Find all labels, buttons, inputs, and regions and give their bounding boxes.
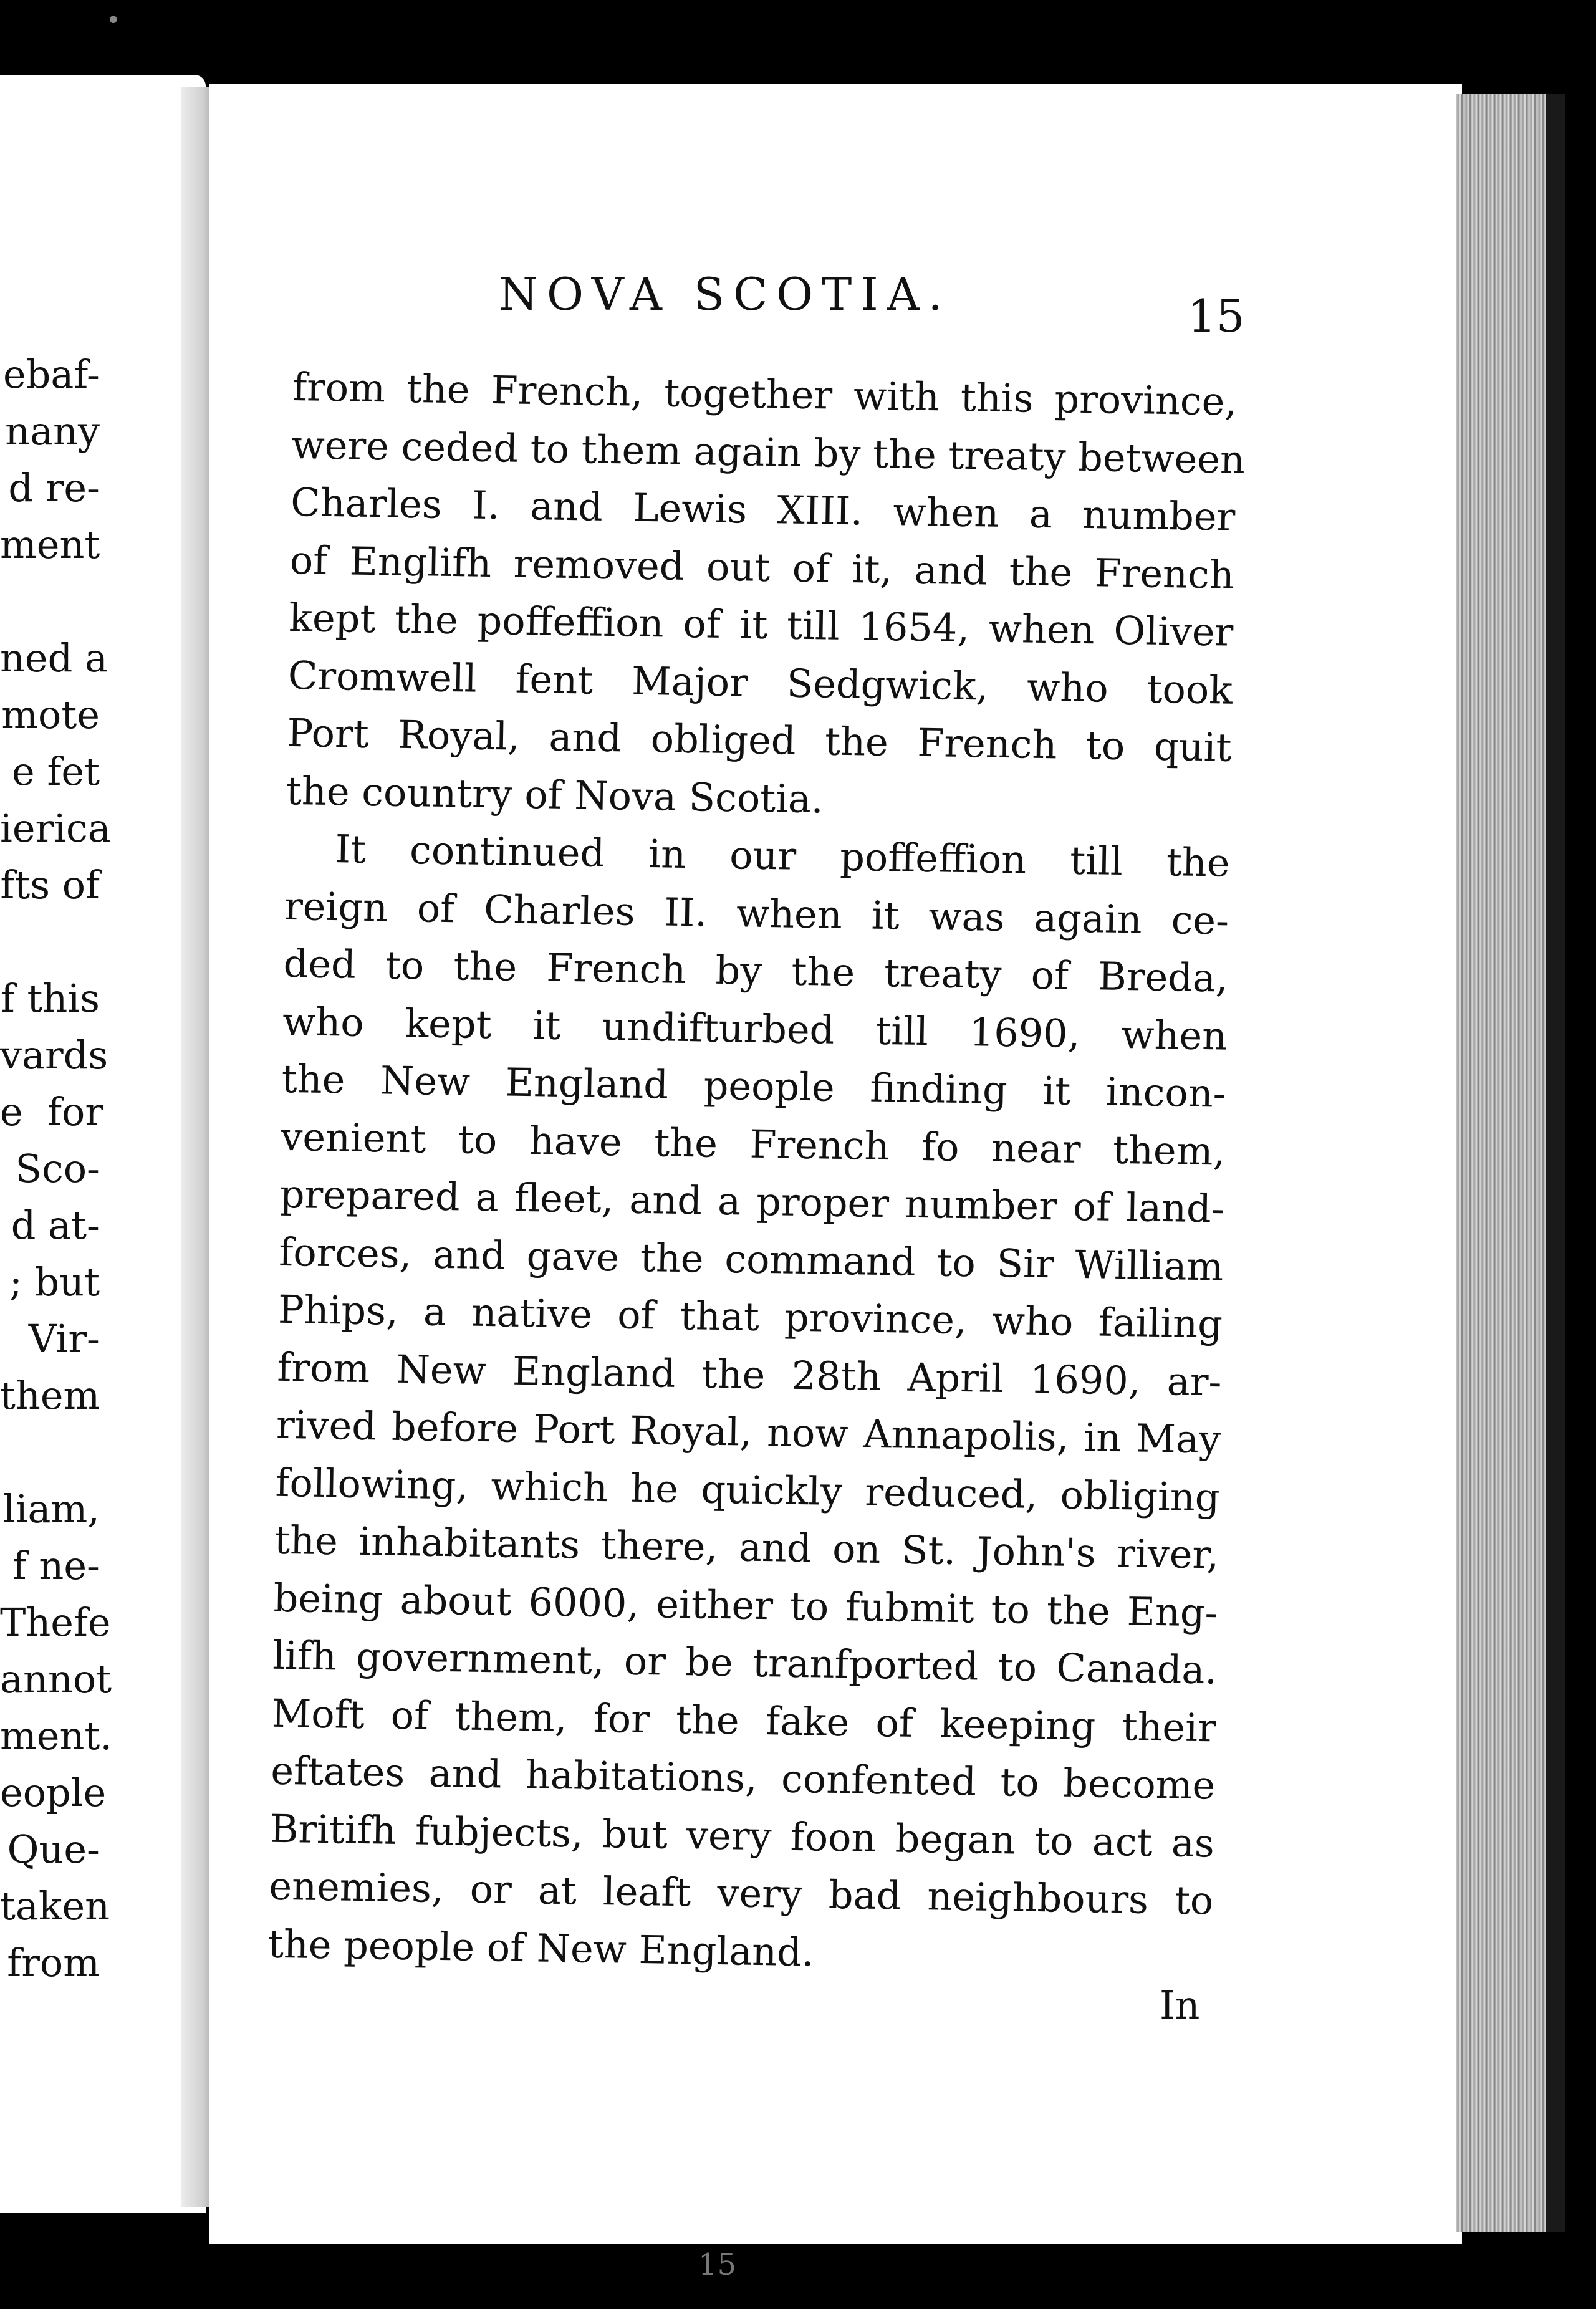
left-page-line: mote: [1, 692, 100, 737]
left-page-line: ; but: [9, 1259, 100, 1305]
left-page-line: [0, 1424, 100, 1481]
left-page-line: Sco-: [15, 1146, 100, 1191]
page-edges: [1456, 94, 1555, 2232]
text-line: were ceded to them again by the treaty between: [291, 421, 1246, 482]
text-line: reign of Charles II. when it was again ce-: [284, 883, 1229, 944]
left-page-line: annot: [0, 1656, 112, 1702]
left-page-line: Que-: [7, 1827, 100, 1872]
text-line: lifh government, or be tranfported to Canada.: [272, 1632, 1218, 1693]
text-line: Charles I. and Lewis XIII. when a number: [290, 479, 1236, 540]
left-page-line: d at-: [11, 1203, 100, 1248]
left-page-line: [0, 573, 100, 630]
text-line: Port Royal, and obliged the French to quit: [286, 709, 1232, 770]
scan-mark-top: •: [106, 6, 121, 35]
scan-mark-bottom: 15: [698, 2247, 737, 2282]
text-line: from the French, together with this province,: [292, 363, 1238, 425]
text-line: following, which he quickly reduced, obliging: [275, 1459, 1221, 1520]
text-line: eftates and habitations, confented to become: [270, 1747, 1216, 1808]
left-page-line: f this: [0, 976, 100, 1021]
left-page-line: fts of: [0, 862, 100, 908]
page-number: 15: [1188, 290, 1245, 342]
page-edge-shadow: [1546, 94, 1565, 2232]
running-head: NOVA SCOTIA.: [499, 268, 951, 320]
text-line: of Englifh removed out of it, and the French: [289, 537, 1235, 598]
left-page-line: taken: [0, 1883, 110, 1929]
text-line: forces, and gave the command to Sir William: [278, 1229, 1224, 1290]
left-page-line: d re-: [8, 465, 100, 511]
text-line: venient to have the French fo near them,: [280, 1113, 1226, 1174]
left-page-line: f ne-: [12, 1543, 100, 1588]
body-text: [267, 358, 1246, 1987]
catchword: In: [1160, 1982, 1200, 2028]
text-line: enemies, or at leaft very bad neighbours to: [268, 1863, 1214, 1924]
text-line: Moft of them, for the fake of keeping their: [271, 1690, 1217, 1751]
left-page-line: ment: [0, 522, 100, 567]
text-line: rived before Port Royal, now Annapolis, in May: [276, 1401, 1221, 1462]
left-page-line: from: [7, 1940, 100, 1985]
text-line: being about 6000, either to fubmit to the Eng-: [273, 1575, 1219, 1636]
text-line: kept the poffeffion of it till 1654, when Oliver: [288, 594, 1234, 655]
text-line: the people of New England.: [267, 1921, 815, 1975]
text-line: It continued in our poffeffion till the: [335, 826, 1231, 886]
text-line: who kept it undifturbed till 1690, when: [282, 998, 1228, 1059]
text-line: the inhabitants there, and on St. John's river,: [274, 1517, 1219, 1578]
left-page-line: ebaf-: [2, 352, 100, 397]
left-page-line: Thefe: [0, 1600, 111, 1645]
left-page-line: ment.: [0, 1713, 113, 1759]
left-page-line: them: [0, 1373, 100, 1418]
text-line: Phips, a native of that province, who failing: [277, 1286, 1223, 1347]
left-page-line: vards: [0, 1032, 108, 1078]
left-page-line: eople: [0, 1770, 107, 1815]
text-line: Cromwell fent Major Sedgwick, who took: [287, 652, 1233, 713]
left-page-line: ierica: [0, 805, 111, 851]
text-line: ded to the French by the treaty of Breda,: [283, 940, 1229, 1001]
text-line: the New England people finding it incon-: [281, 1055, 1227, 1116]
text-line: the country of Nova Scotia.: [286, 767, 824, 822]
left-page-line: nany: [5, 408, 100, 454]
text-line: from New England the 28th April 1690, ar-: [277, 1344, 1222, 1405]
left-page-line: ned a: [0, 635, 108, 681]
text-line: Britifh fubjects, but very foon began to act as: [269, 1805, 1215, 1866]
left-page-text: [0, 346, 113, 1991]
left-page-line: e fet: [12, 749, 100, 794]
left-page-line: [0, 913, 100, 970]
text-line: prepared a fleet, and a proper number of land-: [279, 1171, 1225, 1232]
left-page-line: Vir-: [28, 1316, 100, 1361]
left-page-line: e for: [0, 1089, 104, 1135]
left-page-line: liam,: [2, 1486, 100, 1532]
